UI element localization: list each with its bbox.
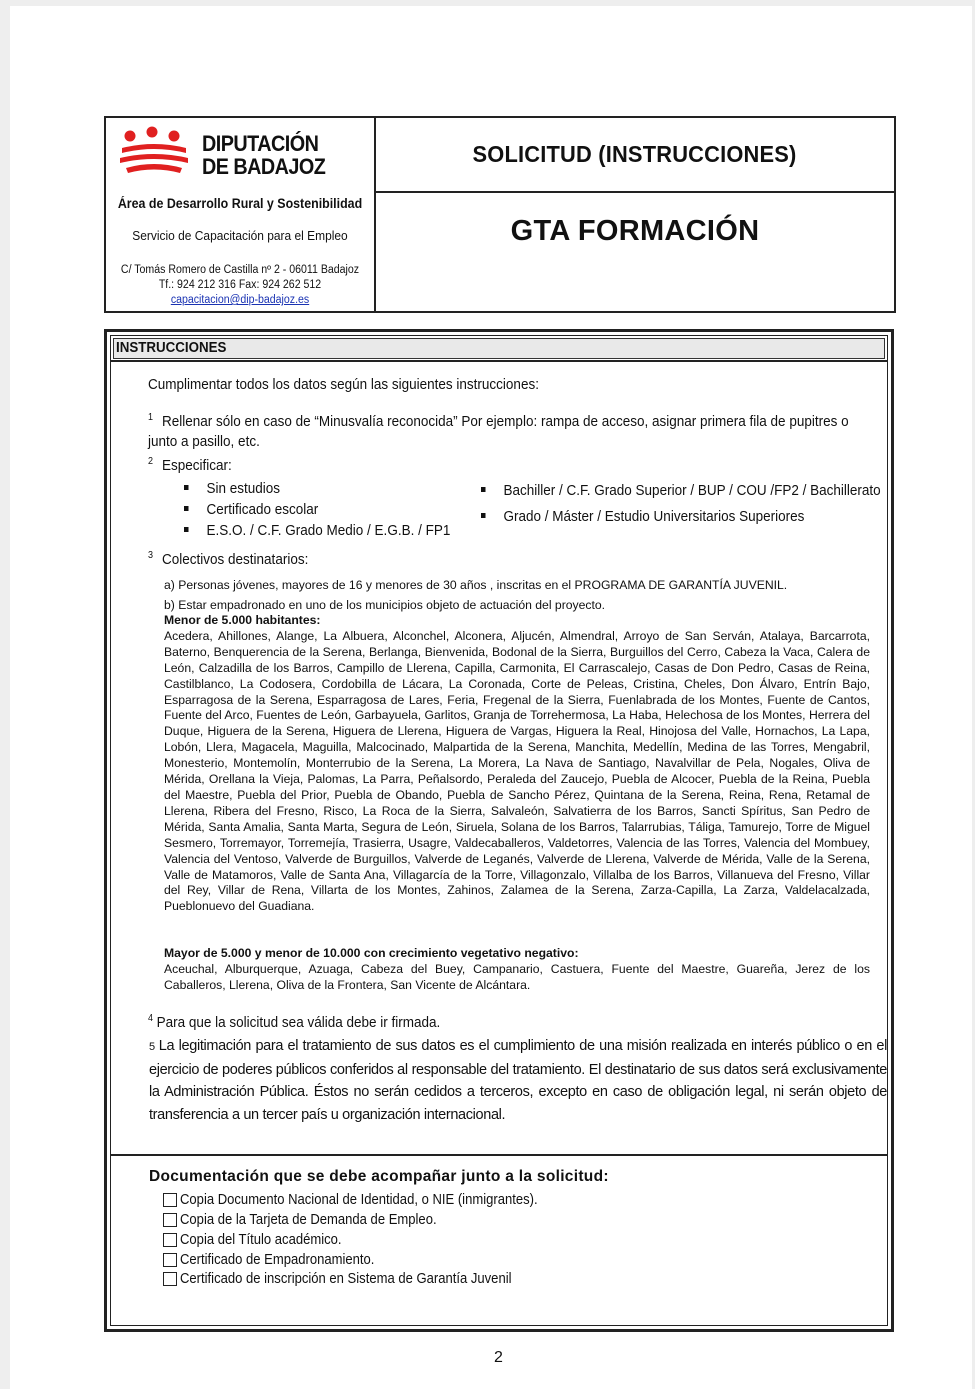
study-level-item: Bachiller / C.F. Grado Superior / BUP / COU /FP2 / Bachillerato bbox=[481, 482, 881, 499]
documentation-item[interactable]: Copia Documento Nacional de Identidad, o NIE (inmigrantes). bbox=[163, 1192, 577, 1208]
title-cell bbox=[376, 118, 894, 193]
phone-fax: Tf.: 924 212 316 Fax: 924 262 512 bbox=[158, 279, 322, 291]
group-1-towns: Acedera, Ahillones, Alange, La Albuera, Alconchel, Alconera, Aljucén, Almendral, Arroyo de San Serván, Atalaya, Barcarrota, Baterno, Benquerencia de la Serena, Berlanga, Bienvenida, Bodonal de la Sierra, Burguillos del Cerro, Cabeza la Vaca, Calera de León, Calzadilla de los Barros, Campillo de Llerena, Capilla, Carmonita, El Carrascalejo, Casas de Don Pedro, Casas de Reina, Castilblanco, La Codosera, Cordobilla de Lácara, La Coronada, Corte de Peleas, Cristina, Cheles, Don Álvaro, Entrín Bajo, Esparragosa de la Serena, Esparragosa de Lares, Feria, Fregenal de la Sierra, Fuenlabrada de los Montes, Fuente de Cantos, Fuente del Arco, Fuentes de León, Garbayuela, Garlitos, Granja de Torrehermosa, La Haba, Helechosa de los Montes, Herrera del Duque, Higuera de la Serena, Higuera de Llerena, Higuera de Vargas, Higuera la Real, Hinojosa del Valle, Hornachos, La Lapa, Lobón, Llera, Magacela, Maguilla, Malcocinado, Malpartida de la Serena, Manchita, Medellín, Medina de las Torres, Mengabril, Monesterio, Montemolín, Monterrubio de la Serena, La Morera, La Nava de Santiago, Navalvillar de Pela, Nogales, Oliva de Mérida, Orellana la Vieja, Palomas, La Parra, Peñalsordo, Peraleda del Zaucejo, Puebla de Alcocer, Puebla de la Reina, Puebla del Maestre, Puebla del Prior, Puebla de Obando, Puebla de Sancho Pérez, Quintana de la Serena, Reina, Rena, Retamal de Llerena, Ribera del Fresno, Risco, La Roca de la Sierra, Salvaleón, Salvatierra de los Barros, Sancti Spíritus, San Pedro de Mérida, Santa Amalia, Santa Marta, Segura de León, Siruela, Solana de los Barros, Talarrubias, Táliga, Tamurejo, Torre de Miguel Sesmero, Torremayor, Torremejía, Trasierra, Usagre, Valdecaballeros, Valdetorres, Valencia de las Torres, Valencia del Mombuey, Valencia del Ventoso, Valverde de Burguillos, Valverde de Leganés, Valverde de Llerena, Valverde de Mérida, Valle de la Serena, Valle de Matamoros, Valle de Santa Ana, Villagarcía de la Torre, Villagonzalo, Villalba de los Barros, Villanueva del Fresno, Villar del Rey, Villar de Rena, Villarta de los Montes, Zahinos, Zalamea de la Serena, Zarza-Capilla, La Zarza, Valdelacalzada, Pueblonuevo del Guadiana. bbox=[164, 628, 870, 914]
checkbox[interactable] bbox=[163, 1253, 177, 1267]
checkbox[interactable] bbox=[163, 1213, 177, 1227]
group-2-label: Mayor de 5.000 y menor de 10.000 con crecimiento vegetativo negativo: bbox=[164, 946, 579, 960]
documentation-item[interactable]: Certificado de Empadronamiento. bbox=[163, 1252, 396, 1268]
documentation-item[interactable]: Copia de la Tarjeta de Demanda de Empleo. bbox=[163, 1212, 465, 1228]
instructions-heading: INSTRUCCIONES bbox=[113, 338, 885, 359]
study-level-item: Certificado escolar bbox=[184, 501, 318, 518]
documentation-item[interactable]: Certificado de inscripción en Sistema de Garantía Juvenil bbox=[163, 1271, 548, 1287]
note-4: $^4$ Para que la solicitud sea válida debe ir firmada. bbox=[148, 1013, 441, 1031]
collective-a: a) Personas jóvenes, mayores de 16 y menores de 30 años , inscritas en el PROGRAMA DE GARANTÍA JUVENIL. bbox=[164, 578, 788, 592]
form-header bbox=[104, 116, 896, 313]
municipalities-group-2 bbox=[164, 946, 870, 994]
instructions-frame bbox=[110, 335, 888, 1326]
checkbox[interactable] bbox=[163, 1193, 177, 1207]
collective-b: b) Estar empadronado en uno de los municipios objeto de actuación del proyecto. bbox=[164, 598, 606, 612]
note-2: $^2$ Especificar: bbox=[148, 456, 232, 474]
study-level-item: Sin estudios bbox=[184, 480, 280, 497]
checkbox[interactable] bbox=[163, 1233, 177, 1247]
group-1-label: Menor de 5.000 habitantes: bbox=[164, 613, 321, 627]
study-level-item: Grado / Máster / Estudio Universitarios Superiores bbox=[481, 508, 804, 525]
instructions-body bbox=[111, 360, 887, 1156]
service-name: Servicio de Capacitación para el Empleo bbox=[132, 228, 348, 243]
organization-name: DIPUTACIÓN DE BADAJOZ bbox=[202, 131, 326, 179]
study-level-item: E.S.O. / C.F. Grado Medio / E.G.B. / FP1 bbox=[184, 522, 450, 539]
municipalities-group-1 bbox=[164, 613, 870, 915]
instructions-intro: Cumplimentar todos los datos según las siguientes instrucciones: bbox=[148, 376, 539, 393]
contact-info bbox=[117, 263, 364, 308]
page-number: 2 bbox=[494, 1349, 503, 1366]
note-1: $^1$ Rellenar sólo en caso de “Minusvalía reconocida” Por ejemplo: rampa de acceso, asignar primera fila de pupitres o bbox=[148, 412, 849, 430]
organization-block bbox=[106, 118, 376, 311]
email-link[interactable]: capacitacion@dip-badajoz.es bbox=[170, 294, 310, 306]
note-5: 5 La legitimación para el tratamiento de sus datos es el cumplimiento de una misión realizada en interés público o en el ejercicio de poderes públicos conferidos al responsable del tratamiento. El destinatario de sus datos será exclusivamente la Administración Pública. Éstos no serán cedidos a terceros, excepto en caso de obligación legal, ni serán objeto de transferencia a un tercer país u organización internacional. bbox=[149, 1038, 887, 1123]
documentation-title: Documentación que se debe acompañar junto a la solicitud: bbox=[149, 1168, 609, 1185]
group-2-towns: Aceuchal, Alburquerque, Azuaga, Cabeza del Buey, Campanario, Castuera, Fuente del Maestre, Guareña, Jerez de los Caballeros, Llerena, Oliva de la Frontera, San Vicente de Alcántara. bbox=[164, 961, 870, 992]
document-title: SOLICITUD (INSTRUCCIONES) bbox=[472, 141, 798, 167]
documentation-item[interactable]: Copia del Título académico. bbox=[163, 1232, 359, 1248]
instructions-section bbox=[104, 329, 894, 1332]
subtitle-cell bbox=[376, 193, 894, 311]
note-3: $^3$ Colectivos destinatarios: bbox=[148, 550, 309, 568]
address: C/ Tomás Romero de Castilla nº 2 - 06011 Badajoz bbox=[120, 264, 360, 276]
document-subtitle: GTA FORMACIÓN bbox=[510, 215, 760, 247]
area-name: Área de Desarrollo Rural y Sostenibilidad bbox=[117, 196, 363, 211]
note-1-continued: junto a pasillo, etc. bbox=[148, 433, 260, 450]
checkbox[interactable] bbox=[163, 1272, 177, 1286]
diputacion-logo-icon bbox=[116, 126, 192, 182]
